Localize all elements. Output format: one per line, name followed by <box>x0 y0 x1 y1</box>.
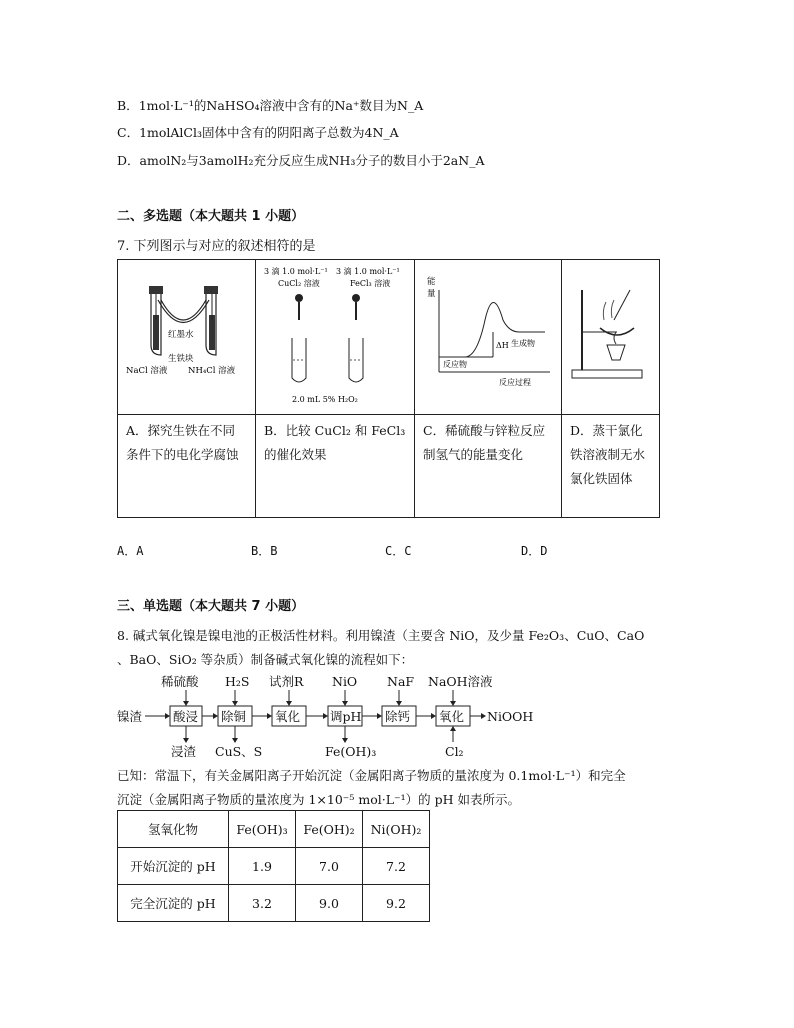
table-cell: 7.0 <box>296 848 363 885</box>
option-d: D．amolN₂与3amolH₂充分反应生成NH₃分子的数目小于2aN_A <box>117 153 485 168</box>
label-product: 生成物 <box>511 339 535 348</box>
table-header: Fe(OH)₂ <box>296 811 363 848</box>
figure-a-cell <box>118 260 256 415</box>
caption-c: C．稀硫酸与锌粒反应制氢气的能量变化 <box>415 415 562 518</box>
flow-output-leach-residue: 浸渣 <box>171 744 197 759</box>
caption-b: B．比较 CuCl₂ 和 FeCl₃ 的催化效果 <box>256 415 415 518</box>
label-drops-right: 3 滴 1.0 mol·L⁻¹ <box>336 267 400 276</box>
label-nacl: NaCl 溶液 <box>126 366 168 376</box>
figure-c-cell <box>415 260 562 415</box>
question-8-known-line2: 沉淀（金属阳离子物质的量浓度为 1×10⁻⁵ mol·L⁻¹）的 pH 如表所示。 <box>117 792 520 807</box>
label-red-ink: 红墨水 <box>168 330 194 340</box>
flow-input-reagent-r: 试剂R <box>269 674 304 689</box>
label-cucl2: CuCl₂ 溶液 <box>278 279 320 288</box>
figure-d-evaporation-apparatus <box>562 260 659 410</box>
flow-input-nio: NiO <box>332 674 358 689</box>
table-header: 氢氧化物 <box>118 811 229 848</box>
flow-box-copper-removal: 除铜 <box>221 709 247 724</box>
answer-a[interactable]: A．A <box>117 544 144 558</box>
table-row-label: 完全沉淀的 pH <box>118 885 229 922</box>
label-nh4cl: NH₄Cl 溶液 <box>188 366 236 376</box>
answer-d[interactable]: D．D <box>521 544 548 558</box>
label-reactant: 反应物 <box>443 360 467 369</box>
table-cell: 9.2 <box>363 885 430 922</box>
figure-b-catalysis-apparatus <box>256 260 414 410</box>
flow-box-calcium-removal: 除钙 <box>385 709 411 724</box>
axis-y-label-1: 能 <box>427 277 436 287</box>
option-b: B．1mol·L⁻¹的NaHSO₄溶液中含有的Na⁺数目为N_A <box>117 98 424 113</box>
flow-box-adjust-ph: 调pH <box>330 709 362 724</box>
question-8-line2: 、BaO、SiO₂ 等杂质）制备碱式氧化镍的流程如下： <box>117 652 414 667</box>
axis-x-label: 反应过程 <box>499 378 531 387</box>
label-h2o2: 2.0 mL 5% H₂O₂ <box>292 395 358 404</box>
label-delta-h: ΔH <box>496 341 509 350</box>
figure-a-corrosion-apparatus <box>118 260 255 410</box>
ph-table <box>117 810 430 922</box>
flow-input-naoh: NaOH溶液 <box>428 674 493 689</box>
table-row-label: 开始沉淀的 pH <box>118 848 229 885</box>
flow-box-acid-leach: 酸浸 <box>173 709 199 724</box>
caption-a: A．探究生铁在不同条件下的电化学腐蚀 <box>118 415 256 518</box>
question-8-line1: 8. 碱式氧化镍是镍电池的正极活性材料。利用镍渣（主要含 NiO，及少量 Fe₂O₃、CuO、CaO <box>117 628 645 643</box>
process-flow-chart <box>117 670 547 760</box>
flow-output-cus-s: CuS、S <box>215 744 263 759</box>
question-7-figure-table <box>117 259 660 518</box>
flow-end-niooh: NiOOH <box>487 709 534 724</box>
answer-b[interactable]: B．B <box>251 544 278 558</box>
table-header-row <box>118 811 430 848</box>
section-title-multi: 二、多选题（本大题共 1 小题） <box>117 209 305 224</box>
label-drops-left: 3 滴 1.0 mol·L⁻¹ <box>264 267 328 276</box>
label-pig-iron: 生铁块 <box>168 354 194 364</box>
flow-input-h2s: H₂S <box>225 674 250 689</box>
caption-d: D．蒸干氯化铁溶液制无水氯化铁固体 <box>562 415 660 518</box>
flow-input-naf: NaF <box>387 674 415 689</box>
flow-box-oxidation-1: 氧化 <box>275 709 301 724</box>
table-row <box>118 848 430 885</box>
label-fecl3: FeCl₃ 溶液 <box>350 279 391 288</box>
flow-input-cl2: Cl₂ <box>445 744 464 759</box>
table-cell: 9.0 <box>296 885 363 922</box>
axis-y-label-2: 量 <box>427 289 436 299</box>
table-cell: 7.2 <box>363 848 430 885</box>
figure-d-cell <box>562 260 660 415</box>
table-cell: 1.9 <box>229 848 296 885</box>
flow-box-oxidation-2: 氧化 <box>439 709 465 724</box>
flow-start-nickel-slag: 镍渣 <box>117 709 143 724</box>
table-header: Ni(OH)₂ <box>363 811 430 848</box>
question-7-stem: 7. 下列图示与对应的叙述相符的是 <box>117 239 316 254</box>
figure-c-energy-diagram <box>415 260 561 410</box>
flow-output-feoh3: Fe(OH)₃ <box>325 744 377 759</box>
flow-input-dilute-h2so4: 稀硫酸 <box>161 674 199 689</box>
answer-c[interactable]: C．C <box>385 544 412 558</box>
table-row <box>118 885 430 922</box>
question-8-known-line1: 已知：常温下，有关金属阳离子开始沉淀（金属阳离子物质的量浓度为 0.1mol·L⁻¹）和完全 <box>117 768 626 783</box>
table-cell: 3.2 <box>229 885 296 922</box>
table-header: Fe(OH)₃ <box>229 811 296 848</box>
option-c: C．1molAlCl₃固体中含有的阴阳离子总数为4N_A <box>117 125 399 140</box>
figure-b-cell <box>256 260 415 415</box>
section-title-single: 三、单选题（本大题共 7 小题） <box>117 599 305 614</box>
